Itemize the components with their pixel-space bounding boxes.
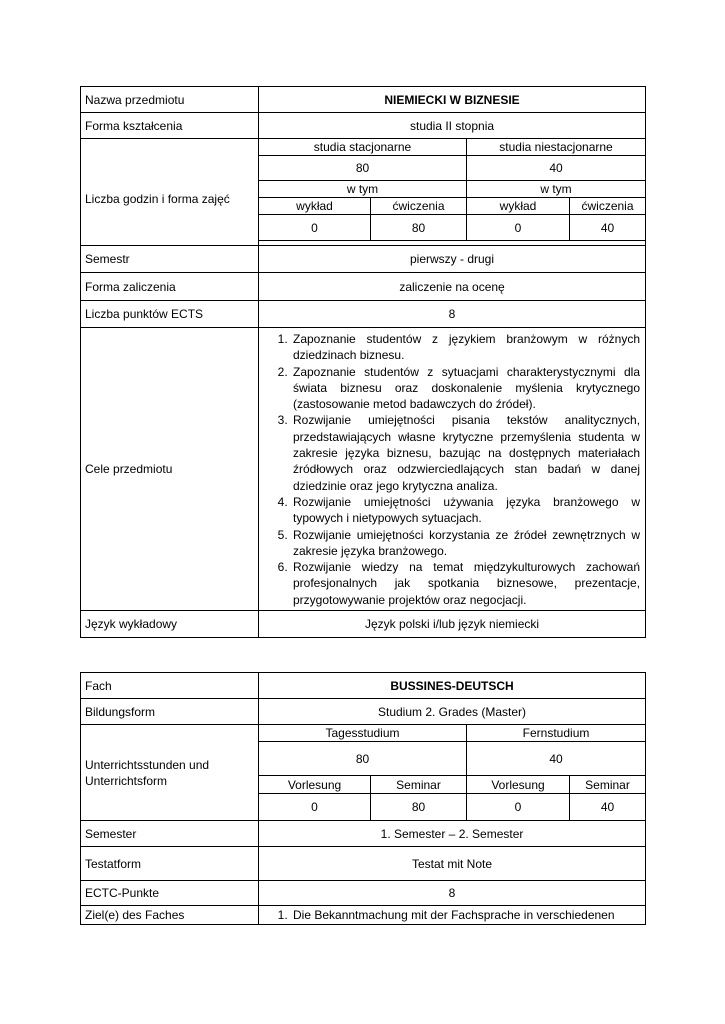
ects-value: 8 xyxy=(259,301,646,328)
exercises-ft-hours: 80 xyxy=(371,215,467,241)
fernstudium-hours: 40 xyxy=(467,742,646,776)
full-time-header: studia stacjonarne xyxy=(259,139,467,156)
polish-course-table xyxy=(80,86,646,638)
lecture-ft-hours: 0 xyxy=(259,215,371,241)
seminar-ft-hours: 80 xyxy=(371,794,467,821)
tagesstudium-hours: 80 xyxy=(259,742,467,776)
goals-label: Cele przedmiotu xyxy=(81,328,259,611)
language-label: Język wykładowy xyxy=(81,611,259,638)
education-form-label: Forma kształcenia xyxy=(81,113,259,139)
hours-label: Liczba godzin i forma zajęć xyxy=(81,139,259,246)
seminar-ft-header: Seminar xyxy=(371,776,467,794)
ectc-label: ECTC-Punkte xyxy=(81,881,259,906)
subject-label: Nazwa przedmiotu xyxy=(81,87,259,113)
bildungsform-label: Bildungsform xyxy=(81,699,259,725)
unterrichtsstunden-label xyxy=(81,725,259,821)
including-full-time: w tym xyxy=(259,181,467,198)
assessment-value: zaliczenie na ocenę xyxy=(259,273,646,301)
part-time-header: studia niestacjonarne xyxy=(467,139,646,156)
vorlesung-pt-header: Vorlesung xyxy=(467,776,570,794)
lecture-pt-header: wykład xyxy=(467,198,570,215)
goal-item: 1. Zapoznanie studentów z językiem branżowym w różnych dziedzinach biznesu. xyxy=(291,331,640,364)
fach-value: BUSSINES-DEUTSCH xyxy=(259,673,646,699)
education-form-value: studia II stopnia xyxy=(259,113,646,139)
subject-value: NIEMIECKI W BIZNESIE xyxy=(259,87,646,113)
hours-label-line2: Unterrichtsform xyxy=(85,773,168,788)
assessment-label: Forma zaliczenia xyxy=(81,273,259,301)
including-part-time: w tym xyxy=(467,181,646,198)
semester-value: pierwszy - drugi xyxy=(259,246,646,273)
vorlesung-ft-header: Vorlesung xyxy=(259,776,371,794)
bildungsform-value: Studium 2. Grades (Master) xyxy=(259,699,646,725)
part-time-hours: 40 xyxy=(467,156,646,181)
exercises-ft-header: ćwiczenia xyxy=(371,198,467,215)
seminar-pt-hours: 40 xyxy=(570,794,646,821)
semester-value-de: 1. Semester – 2. Semester xyxy=(259,821,646,847)
exercises-pt-header: ćwiczenia xyxy=(570,198,646,215)
exercises-pt-hours: 40 xyxy=(570,215,646,241)
ziele-list xyxy=(265,907,640,923)
ziel-item: 1. Die Bekanntmachung mit der Fachsprache in verschiedenen xyxy=(291,907,640,923)
lecture-pt-hours: 0 xyxy=(467,215,570,241)
seminar-pt-header: Seminar xyxy=(570,776,646,794)
ects-label: Liczba punktów ECTS xyxy=(81,301,259,328)
full-time-hours: 80 xyxy=(259,156,467,181)
testatform-label: Testatform xyxy=(81,847,259,881)
hours-label-line1: Unterrichtsstunden und xyxy=(85,757,210,772)
goal-item: 5. Rozwijanie umiejętności korzystania ze źródeł zewnętrznych w zakresie języka branżowego. xyxy=(291,527,640,560)
fach-label: Fach xyxy=(81,673,259,699)
ectc-value: 8 xyxy=(259,881,646,906)
language-value: Język polski i/lub język niemiecki xyxy=(259,611,646,638)
german-course-table xyxy=(80,672,646,925)
testatform-value: Testat mit Note xyxy=(259,847,646,881)
goals-list xyxy=(265,331,640,608)
lecture-ft-header: wykład xyxy=(259,198,371,215)
vorlesung-ft-hours: 0 xyxy=(259,794,371,821)
goal-item: 3. Rozwijanie umiejętności pisania tekstów analitycznych, przedstawiających własne krytyczne przemyślenia studenta w zakresie języka biznesu, bazując na dostępnych materiałach źródłowych oraz odzwierciedlających stan badań w danej dziedzinie oraz jego krytyczna analiza. xyxy=(291,412,640,493)
goal-item: 6. Rozwijanie wiedzy na temat międzykulturowych zachowań profesjonalnych jak spotkania biznesowe, prezentacje, przygotowywanie projektów oraz negocjacji. xyxy=(291,559,640,608)
vorlesung-pt-hours: 0 xyxy=(467,794,570,821)
semester-label: Semestr xyxy=(81,246,259,273)
semester-label-de: Semester xyxy=(81,821,259,847)
goal-item: 2. Zapoznanie studentów z sytuacjami charakterystycznymi dla świata biznesu oraz doskonalenie myślenia krytycznego (zastosowanie metod badawczych do źródeł). xyxy=(291,364,640,413)
ziele-label: Ziel(e) des Faches xyxy=(81,906,259,925)
fernstudium-header: Fernstudium xyxy=(467,725,646,742)
tagesstudium-header: Tagesstudium xyxy=(259,725,467,742)
goal-item: 4. Rozwijanie umiejętności używania języka branżowego w typowych i nietypowych sytuacjach. xyxy=(291,494,640,527)
